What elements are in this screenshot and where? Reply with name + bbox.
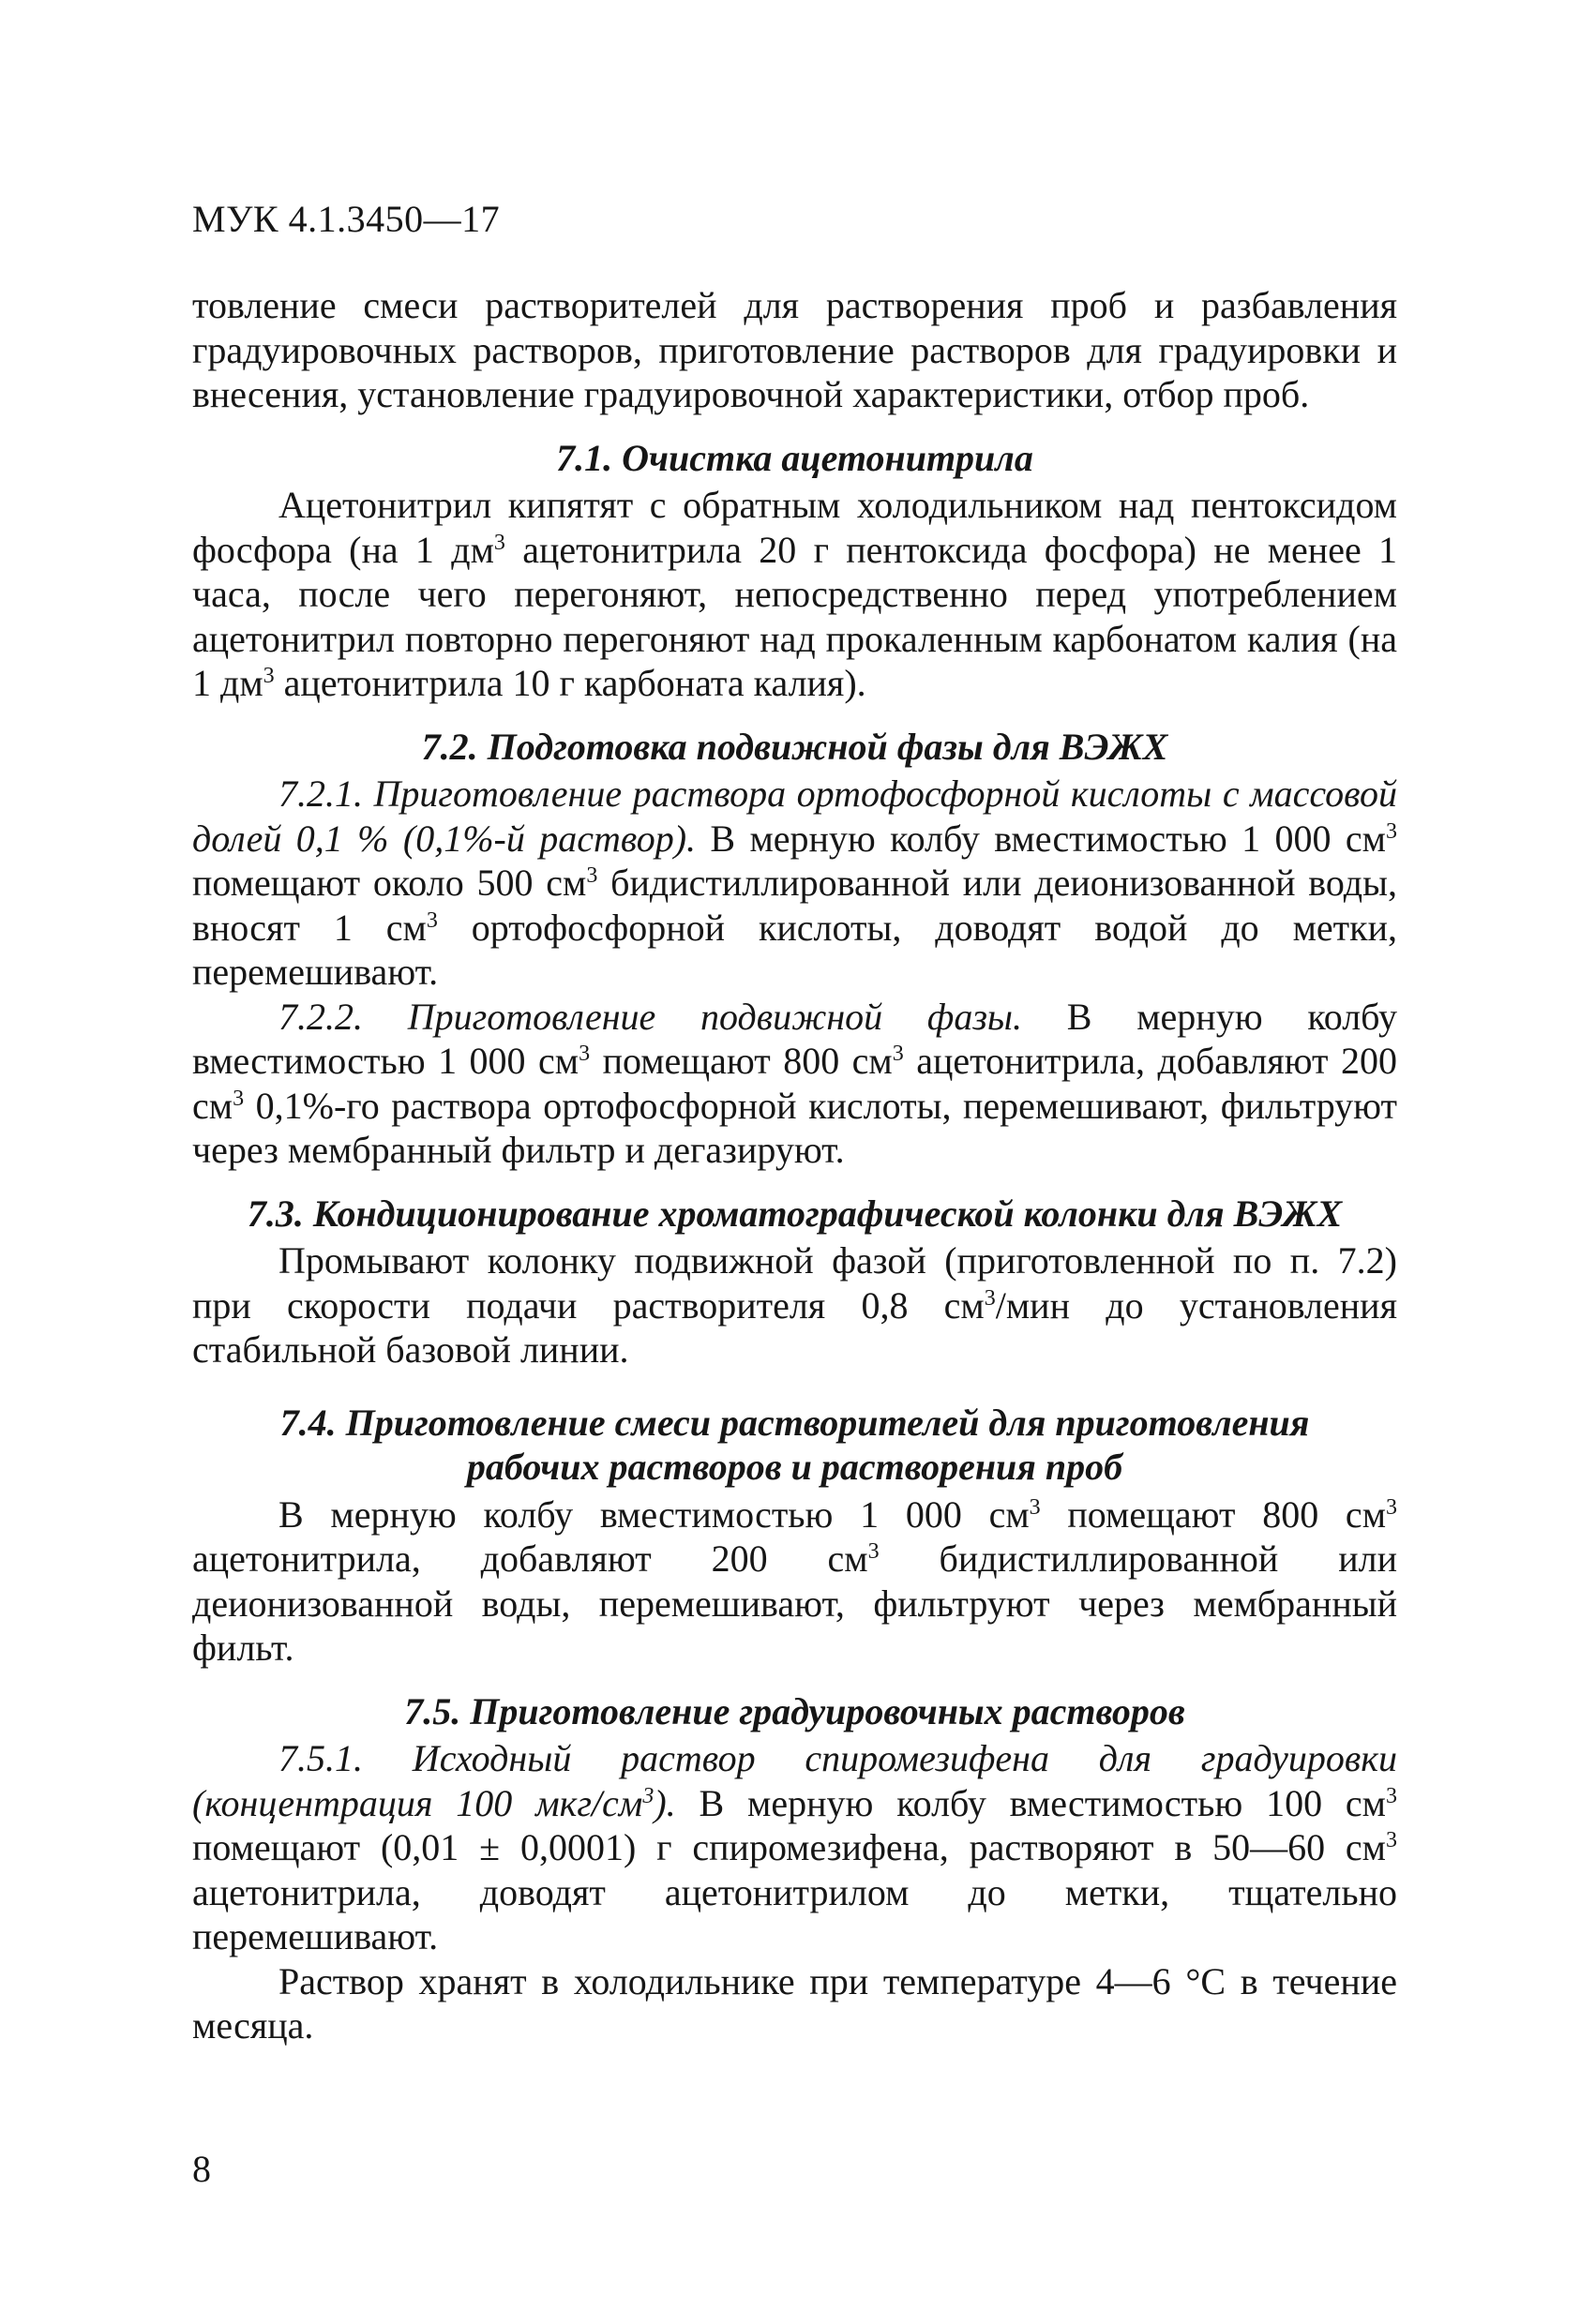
section-7-3-paragraph: Промывают колонку подвижной фазой (приготовленной по п. 7.2) при скорости подачи растворителя 0,8 $см^3$/мин до установления стабильной базовой линии. bbox=[192, 1239, 1397, 1371]
intro-paragraph: товление смеси растворителей для растворения проб и разбавления градуировочных растворов, приготовление растворов для градуировки и внесения, установление градуировочной характеристики, отбор проб. bbox=[192, 284, 1397, 415]
document-body bbox=[192, 283, 1397, 2048]
section-7-5-heading: 7.5. Приготовление градуировочных растворов bbox=[404, 1689, 1185, 1732]
section-7-1-heading: 7.1. Очистка ацетонитрила bbox=[556, 436, 1033, 479]
section-7-2-1-paragraph: 7.2.1. Приготовление раствора ортофосфорной кислоты с массовой долей 0,1 % (0,1%-й раствор). В мерную колбу вместимостью 1 000 $см^3$ помещают около 500 $см^3$ бидистиллированной или деионизованной воды, вносят 1 $см^3$ ортофосфорной кислоты, доводят водой до метки, перемешивают. bbox=[192, 772, 1397, 993]
page-number: 8 bbox=[192, 2148, 211, 2190]
document-header: МУК 4.1.3450—17 bbox=[192, 198, 501, 240]
section-7-1-paragraph: Ацетонитрил кипятят с обратным холодильником над пентоксидом фосфора (на 1 $дм^3$ ацетонитрила 20 г пентоксида фосфора) не менее 1 часа, после чего перегоняют, непосредственно перед употреблением ацетонитрил повторно перегоняют над прокаленным карбонатом калия (на 1 $дм^3$ ацетонитрила 10 г карбоната калия). bbox=[192, 484, 1397, 704]
section-7-4-paragraph: В мерную колбу вместимостью 1 000 $см^3$ помещают 800 $см^3$ ацетонитрила, добавляют 200 $см^3$ бидистиллированной или деионизованной воды, перемешивают, фильтруют через мембранный фильт. bbox=[192, 1492, 1398, 1669]
section-7-4-heading: 7.4. Приготовление смеси растворителей для приготовления рабочих растворов и растворения проб bbox=[279, 1401, 1310, 1488]
section-7-2-2-paragraph: 7.2.2. Приготовление подвижной фазы. В мерную колбу вместимостью 1 000 $см^3$ помещают 800 $см^3$ ацетонитрила, добавляют 200 $см^3$ 0,1%-го раствора ортофосфорной кислоты, перемешивают, фильтруют через мембранный фильтр и дегазируют. bbox=[192, 995, 1398, 1171]
storage-paragraph: Раствор хранят в холодильнике при температуре 4—6 °С в течение месяца. bbox=[192, 1959, 1397, 2047]
section-7-2-heading: 7.2. Подготовка подвижной фазы для ВЭЖХ bbox=[421, 725, 1168, 768]
section-7-3-heading: 7.3. Кондиционирование хроматографической колонки для ВЭЖХ bbox=[247, 1192, 1343, 1235]
section-7-5-1-paragraph: 7.5.1. Исходный раствор спиромезифена для градуировки (концентрация 100 мкг/$см^3$). В мерную колбу вместимостью 100 $см^3$ помещают (0,01 ± 0,0001) г спиромезифена, растворяют в 50—60 $см^3$ ацетонитрила, доводят ацетонитрилом до метки, тщательно перемешивают. bbox=[192, 1737, 1397, 1957]
